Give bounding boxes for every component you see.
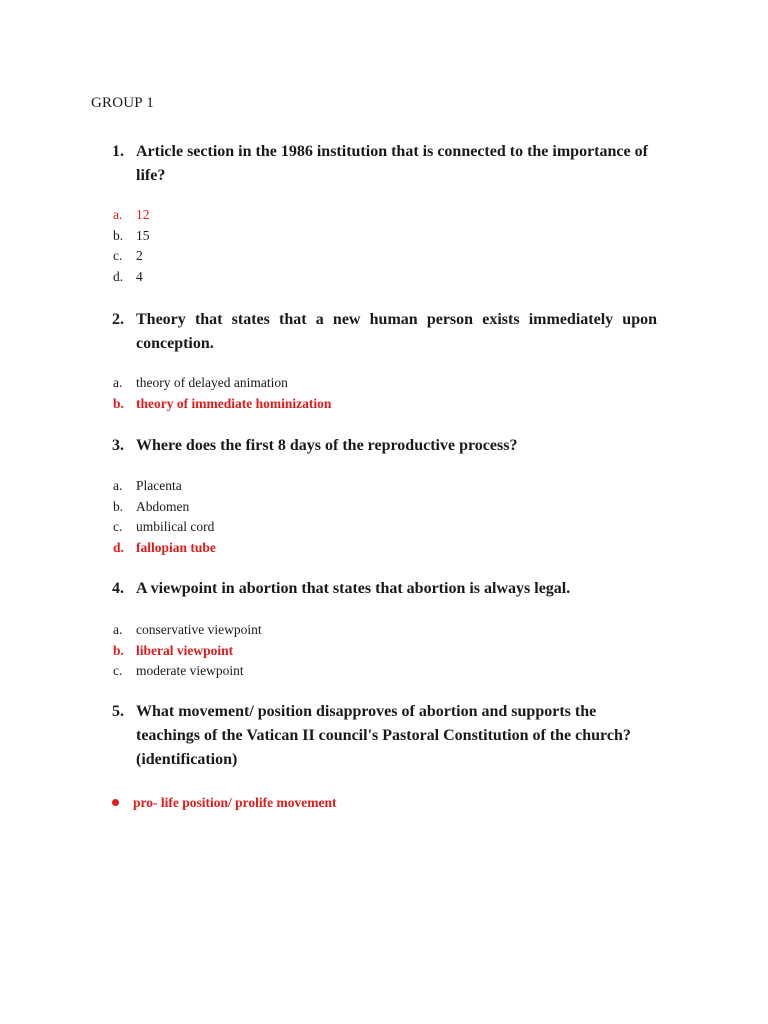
group-title: GROUP 1 xyxy=(91,95,154,111)
option-letter: a. xyxy=(113,375,123,390)
question-number: 1. xyxy=(112,143,124,160)
question-text: What movement/ position disapproves of abortion and supports the teachings of the Vatican II council's Pastoral Constitution of the church? (identification) xyxy=(136,703,631,768)
option-text: 4 xyxy=(136,269,143,285)
option-text: Placenta xyxy=(136,478,182,493)
option-text: theory of immediate hominization xyxy=(136,395,332,411)
question-4 xyxy=(112,577,657,601)
option-letter: b. xyxy=(113,498,124,514)
option-letter: b. xyxy=(113,227,124,243)
option-text: 15 xyxy=(136,227,150,243)
option-letter: b. xyxy=(113,642,124,658)
option-letter: b. xyxy=(113,395,124,411)
question-text: Theory that states that a new human person exists immediately upon conception. xyxy=(136,311,657,352)
option-letter: c. xyxy=(113,663,123,679)
option-letter: c. xyxy=(113,519,123,535)
option-letter: a. xyxy=(113,207,123,222)
option-text: Abdomen xyxy=(136,498,190,514)
question-text: Article section in the 1986 institution that is connected to the importance of life? xyxy=(136,143,648,184)
question-1 xyxy=(112,140,657,188)
option-text: umbilical cord xyxy=(136,519,215,535)
option-text: 12 xyxy=(136,207,150,222)
question-3 xyxy=(112,434,657,458)
option-letter: d. xyxy=(113,269,124,285)
question-number: 2. xyxy=(112,311,124,328)
question-number: 5. xyxy=(112,703,124,720)
answer-text: pro- life position/ prolife movement xyxy=(133,795,337,810)
identification-answer xyxy=(112,793,336,813)
option-text: theory of delayed animation xyxy=(136,375,288,390)
option-letter: d. xyxy=(113,540,124,556)
question-2 xyxy=(112,308,657,356)
option-text: conservative viewpoint xyxy=(136,622,262,637)
bullet-icon xyxy=(112,799,119,806)
question-text: Where does the first 8 days of the reproductive process? xyxy=(136,437,518,454)
option-text: liberal viewpoint xyxy=(136,642,234,658)
option-letter: a. xyxy=(113,478,123,493)
option-text: fallopian tube xyxy=(136,540,216,556)
question-5 xyxy=(112,700,657,772)
question-number: 3. xyxy=(112,437,124,454)
option-letter: a. xyxy=(113,622,123,637)
option-text: 2 xyxy=(136,248,143,264)
option-text: moderate viewpoint xyxy=(136,663,244,679)
option-letter: c. xyxy=(113,248,123,264)
question-text: A viewpoint in abortion that states that abortion is always legal. xyxy=(136,580,571,597)
question-number: 4. xyxy=(112,580,124,597)
